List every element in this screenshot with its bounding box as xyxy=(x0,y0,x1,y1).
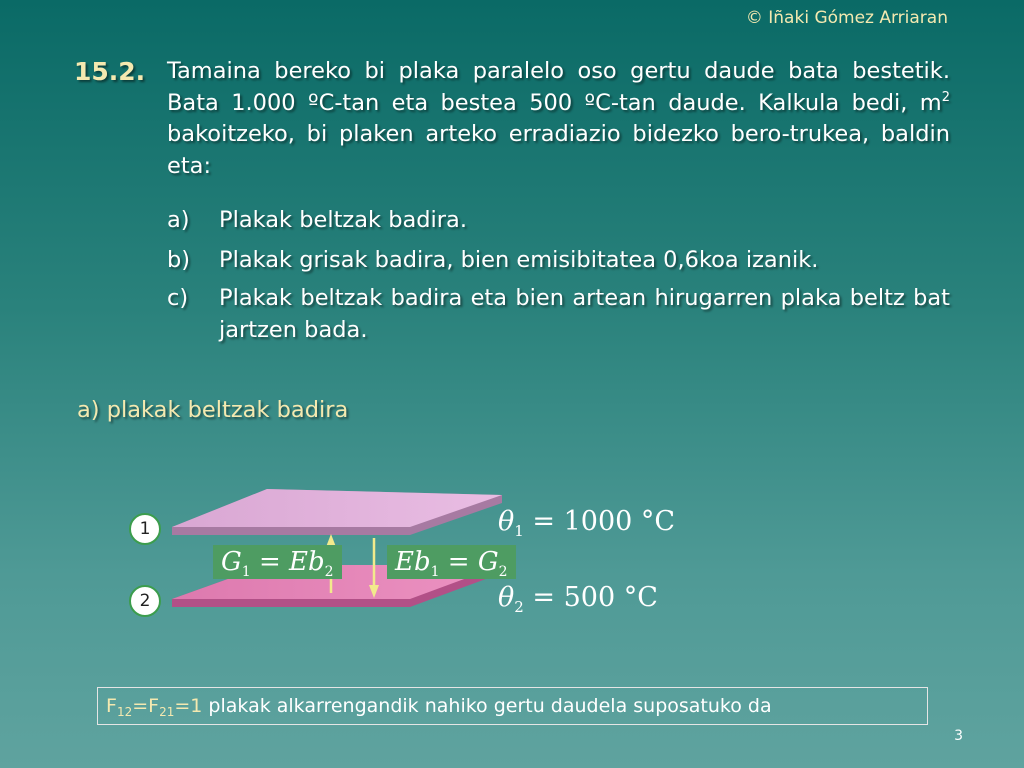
temperature-2-formula xyxy=(498,582,658,616)
flux-eb1-symbol: Eb xyxy=(395,547,431,577)
theta-2-subscript: 2 xyxy=(514,598,524,616)
view-factor-value: =1 xyxy=(174,695,203,717)
option-b-letter: b) xyxy=(167,247,191,273)
flux-eb1-subscript: 1 xyxy=(430,564,440,580)
flux-g2-symbol: G xyxy=(477,547,499,577)
plate-1 xyxy=(172,489,502,527)
statement-part-1: Tamaina bereko bi plaka paralelo oso gertu daude bata bestetik. Bata 1.000 ºC-tan eta bestea 500 ºC-tan daude. Kalkula bedi, m xyxy=(167,58,950,116)
temperature-1-formula xyxy=(498,506,676,540)
problem-number: 15.2. xyxy=(74,57,146,86)
view-factor-f12-subscript: 12 xyxy=(116,705,133,719)
assumption-text: plakak alkarrengandik nahiko gertu daudela suposatuko da xyxy=(202,695,772,717)
view-factor-f12-letter: F xyxy=(106,695,117,717)
option-a-text: Plakak beltzak badira. xyxy=(219,207,467,233)
theta-1-subscript: 1 xyxy=(514,522,524,540)
plate-label-1: 1 xyxy=(129,513,161,545)
theta-2-value: = 500 °C xyxy=(523,582,658,613)
statement-part-2: bakoitzeko, bi plaken arteko erradiazio bidezko bero-trukea, baldin eta: xyxy=(167,121,950,179)
theta-1-value: = 1000 °C xyxy=(523,506,676,537)
view-factor-f21-letter: =F xyxy=(132,695,160,717)
flux-g1-equals: = xyxy=(250,547,290,577)
view-factor-f21-subscript: 21 xyxy=(159,705,175,719)
flux-g2-subscript: 2 xyxy=(498,564,508,580)
assumption-note xyxy=(97,687,928,725)
theta-2-symbol: θ xyxy=(498,582,515,613)
option-c-text: Plakak beltzak badira eta bien artean hirugarren plaka beltz bat jartzen bada. xyxy=(219,285,950,343)
flux-g1-subscript: 1 xyxy=(241,564,251,580)
flux-eb2-subscript: 2 xyxy=(324,564,334,580)
flux-label-g1-eb2 xyxy=(213,545,342,579)
theta-1-symbol: θ xyxy=(498,506,515,537)
page-number: 3 xyxy=(954,728,963,744)
statement-superscript: 2 xyxy=(941,89,950,105)
plate-label-2: 2 xyxy=(129,585,161,617)
flux-g1-symbol: G xyxy=(221,547,242,577)
option-c-letter: c) xyxy=(167,285,189,311)
flux-label-eb1-g2 xyxy=(387,545,516,579)
option-b-text: Plakak grisak badira, bien emisibitatea 0,6koa izanik. xyxy=(219,247,819,273)
option-a-letter: a) xyxy=(167,207,190,233)
section-heading: a) plakak beltzak badira xyxy=(77,397,349,423)
flux-eb1-equals: = xyxy=(439,547,478,577)
copyright-text: © Iñaki Gómez Arriaran xyxy=(745,8,948,28)
view-factor-expression xyxy=(106,695,202,717)
flux-eb2-symbol: Eb xyxy=(289,547,325,577)
